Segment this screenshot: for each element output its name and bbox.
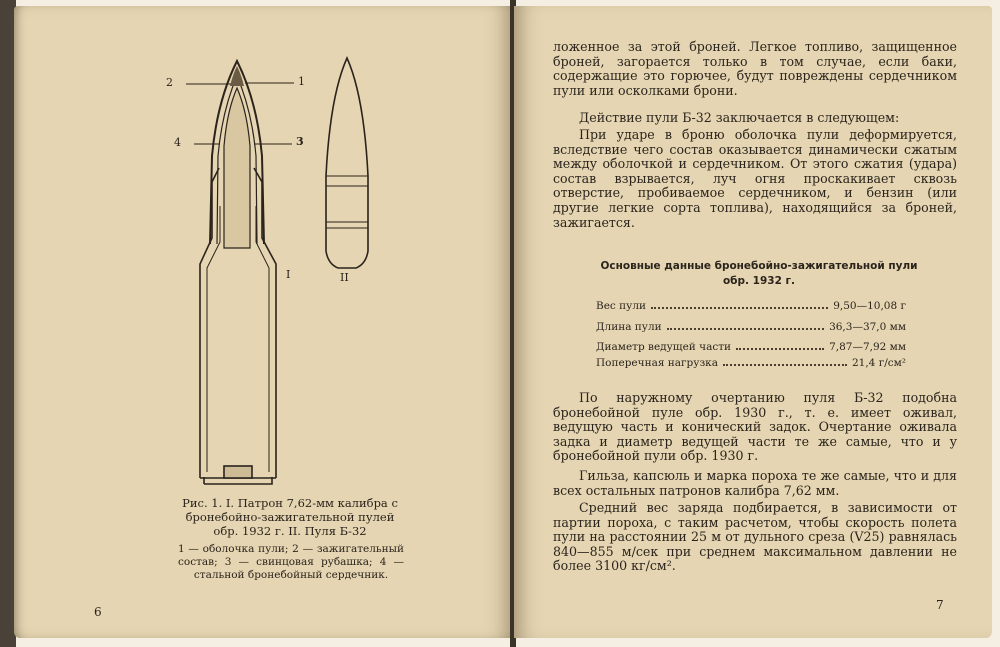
paragraph-1: ложенное за этой броней. Легкое топливо, защищенное броней, загорается только в том случае, если баки, содержащие это горючее, будут повреждены сердечником пули или осколками брони.: [553, 39, 957, 98]
paragraph-2: Действие пули Б-32 заключается в следующем:: [579, 110, 900, 125]
row-value: 21,4 г/см²: [851, 357, 906, 369]
cartridge-drawing: [186, 61, 294, 484]
figure-caption: Рис. 1. I. Патрон 7,62-мм калибра с бронебойно-зажигательной пулей обр. 1932 г. II. Пуля Б-32: [182, 496, 398, 538]
label-2: 2: [166, 76, 173, 89]
page-number-left: 6: [94, 605, 102, 619]
paragraph-5: Гильза, капсюль и марка пороха те же самые, что и для всех остальных патронов калибра 7,62 мм.: [553, 468, 957, 498]
table-row: [596, 357, 906, 371]
dot-leader: [723, 364, 847, 366]
figure-legend: 1 — оболочка пули; 2 — зажигательный состав; 3 — свинцовая рубашка; 4 — стальной бронебойный сердечник.: [178, 543, 404, 581]
table-row: [596, 321, 906, 335]
row-label: Диаметр ведущей части: [596, 341, 732, 353]
label-4: 4: [174, 136, 181, 149]
dot-leader: [736, 348, 824, 350]
row-value: 36,3—37,0 мм: [829, 321, 906, 333]
label-roman-2: II: [340, 271, 349, 284]
row-value: 7,87—7,92 мм: [829, 341, 906, 353]
row-label: Вес пули: [596, 300, 646, 312]
paragraph-3: При ударе в броню оболочка пули деформируется, вследствие чего состав оказывается динамически сжатым между оболочкой и сердечником. От этого сжатия (удара) состав взрывается, луч огня проскакивает сквозь отверстие, пробиваемое сердечником, и бензин (или другие легкие сорта топлива), находящийся за броней, зажигается.: [553, 127, 957, 230]
right-page: [514, 6, 992, 638]
table-title: Основные данные бронебойно-зажигательной пули обр. 1932 г.: [600, 260, 918, 287]
label-1: 1: [298, 75, 305, 88]
row-label: Поперечная нагрузка: [596, 357, 718, 369]
row-label: Длина пули: [596, 321, 662, 333]
label-roman-1: I: [286, 268, 291, 281]
bullet-drawing: [326, 58, 368, 268]
dot-leader: [651, 307, 828, 309]
dot-leader: [667, 328, 824, 330]
row-value: 9,50—10,08 г: [833, 300, 906, 312]
paragraph-4: По наружному очертанию пуля Б-32 подобна бронебойной пуле обр. 1930 г., т. е. имеет оживал, ведущую часть и конический задок. Очертание оживала задка и диаметр ведущей части те же самые, что и у бронебойной пули обр. 1930 г.: [553, 390, 957, 464]
paragraph-6: Средний вес заряда подбирается, в зависимости от партии пороха, с таким расчетом, чтобы скорость полета пули на расстоянии 25 м от дульного среза (V25) равнялась 840—855 м/сек при среднем максимальном давлении не более 3100 кг/см².: [553, 500, 957, 574]
label-3: 3: [296, 135, 304, 148]
table-row: [596, 341, 906, 355]
page-number-right: 7: [936, 598, 944, 612]
table-row: [596, 300, 906, 314]
left-page: [14, 6, 512, 638]
